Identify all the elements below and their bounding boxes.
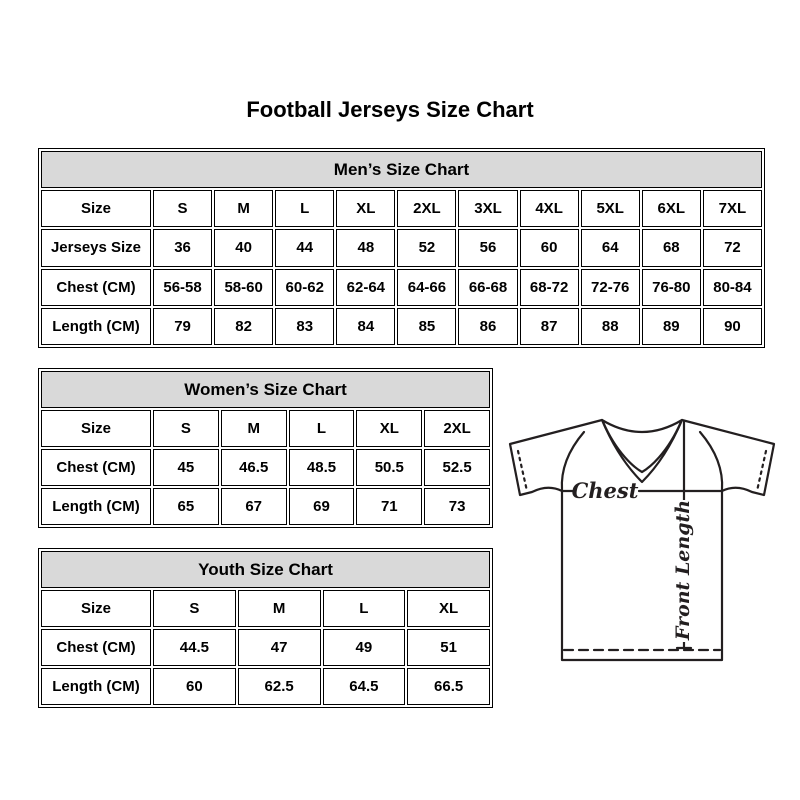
cell-value: S: [153, 590, 236, 627]
table-row: [41, 488, 490, 525]
table-row: [41, 410, 490, 447]
cell-value: 85: [397, 308, 456, 345]
cell-value: 76-80: [642, 269, 701, 306]
cell-value: 49: [323, 629, 406, 666]
cell-value: 2XL: [397, 190, 456, 227]
table-row: [41, 629, 490, 666]
cell-value: 46.5: [221, 449, 287, 486]
table-row: [41, 308, 762, 345]
front-length-label: Front Length: [672, 499, 694, 641]
youth-size-table: [38, 548, 493, 708]
page-title: Football Jerseys Size Chart: [246, 97, 534, 122]
cell-value: 66-68: [458, 269, 517, 306]
cell-value: 72-76: [581, 269, 640, 306]
cell-value: 60: [153, 668, 236, 705]
cell-value: 69: [289, 488, 355, 525]
left-cuff-stitch-line: [518, 451, 527, 491]
table-title: Men’s Size Chart: [41, 151, 762, 188]
row-label: Chest (CM): [41, 449, 151, 486]
cell-value: 36: [153, 229, 212, 266]
cell-value: 3XL: [458, 190, 517, 227]
cell-value: 84: [336, 308, 395, 345]
cell-value: 66.5: [407, 668, 490, 705]
cell-value: 90: [703, 308, 762, 345]
row-label: Chest (CM): [41, 629, 151, 666]
cell-value: 2XL: [424, 410, 490, 447]
cell-value: 5XL: [581, 190, 640, 227]
cell-value: 4XL: [520, 190, 579, 227]
table-row: [41, 269, 762, 306]
table-header-row: [41, 371, 490, 408]
cell-value: L: [289, 410, 355, 447]
cell-value: 48: [336, 229, 395, 266]
cell-value: 44.5: [153, 629, 236, 666]
row-label: Chest (CM): [41, 269, 151, 306]
cell-value: 73: [424, 488, 490, 525]
row-label: Length (CM): [41, 668, 151, 705]
cell-value: 67: [221, 488, 287, 525]
cell-value: 65: [153, 488, 219, 525]
cell-value: 44: [275, 229, 334, 266]
cell-value: 50.5: [356, 449, 422, 486]
table-row: [41, 590, 490, 627]
jersey-measurement-diagram: [498, 398, 778, 678]
womens-size-table: [38, 368, 493, 528]
table-title: Women’s Size Chart: [41, 371, 490, 408]
cell-value: XL: [407, 590, 490, 627]
cell-value: 71: [356, 488, 422, 525]
cell-value: 45: [153, 449, 219, 486]
row-label: Length (CM): [41, 308, 151, 345]
collar-back-line: [602, 420, 682, 432]
row-label: Size: [41, 590, 151, 627]
chest-label: Chest: [571, 478, 639, 503]
cell-value: 7XL: [703, 190, 762, 227]
cell-value: 60-62: [275, 269, 334, 306]
cell-value: 40: [214, 229, 273, 266]
cell-value: 56: [458, 229, 517, 266]
jersey-diagram-svg: [498, 398, 778, 678]
cell-value: 62.5: [238, 668, 321, 705]
cell-value: 6XL: [642, 190, 701, 227]
table-row: [41, 190, 762, 227]
cell-value: M: [238, 590, 321, 627]
cell-value: 56-58: [153, 269, 212, 306]
cell-value: M: [221, 410, 287, 447]
cell-value: 72: [703, 229, 762, 266]
row-label: Size: [41, 410, 151, 447]
table-row: [41, 668, 490, 705]
table-row: [41, 229, 762, 266]
right-shoulder-seam: [700, 432, 722, 490]
cell-value: 86: [458, 308, 517, 345]
cell-value: S: [153, 190, 212, 227]
cell-value: XL: [356, 410, 422, 447]
cell-value: 83: [275, 308, 334, 345]
cell-value: L: [275, 190, 334, 227]
cell-value: 82: [214, 308, 273, 345]
cell-value: 52: [397, 229, 456, 266]
table-row: [41, 449, 490, 486]
cell-value: 68-72: [520, 269, 579, 306]
cell-value: 58-60: [214, 269, 273, 306]
table-header-row: [41, 151, 762, 188]
row-label: Jerseys Size: [41, 229, 151, 266]
cell-value: S: [153, 410, 219, 447]
cell-value: 68: [642, 229, 701, 266]
cell-value: 80-84: [703, 269, 762, 306]
cell-value: 89: [642, 308, 701, 345]
row-label: Size: [41, 190, 151, 227]
cell-value: 52.5: [424, 449, 490, 486]
cell-value: 79: [153, 308, 212, 345]
jersey-outline: [510, 420, 774, 660]
cell-value: M: [214, 190, 273, 227]
cell-value: 87: [520, 308, 579, 345]
mens-size-table: [38, 148, 765, 348]
cell-value: 64: [581, 229, 640, 266]
cell-value: 62-64: [336, 269, 395, 306]
cell-value: 51: [407, 629, 490, 666]
cell-value: 88: [581, 308, 640, 345]
cell-value: 48.5: [289, 449, 355, 486]
cell-value: 64.5: [323, 668, 406, 705]
row-label: Length (CM): [41, 488, 151, 525]
cell-value: 64-66: [397, 269, 456, 306]
table-title: Youth Size Chart: [41, 551, 490, 588]
table-header-row: [41, 551, 490, 588]
right-cuff-stitch-line: [757, 451, 766, 491]
cell-value: XL: [336, 190, 395, 227]
cell-value: 60: [520, 229, 579, 266]
cell-value: L: [323, 590, 406, 627]
cell-value: 47: [238, 629, 321, 666]
